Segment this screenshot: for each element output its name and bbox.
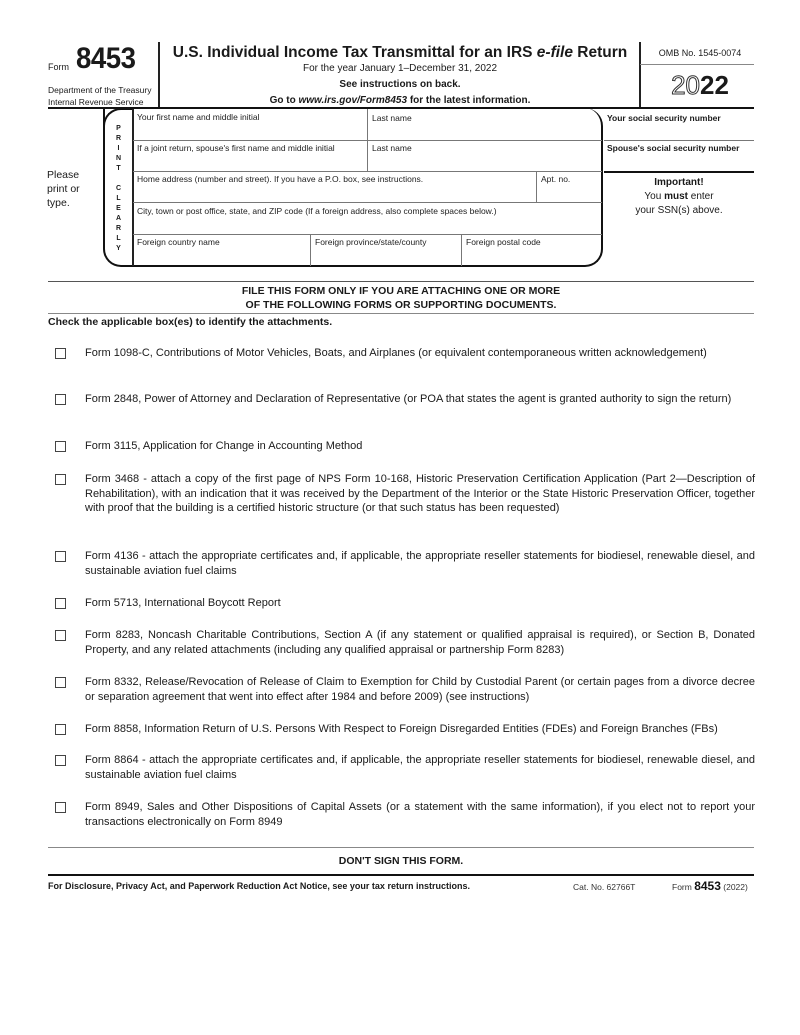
form-number: 8453: [76, 42, 136, 75]
spouse-first-name-label: If a joint return, spouse's first name and middle initial: [137, 143, 335, 153]
letter: A: [115, 215, 122, 222]
attachment-label: Form 3115, Application for Change in Accounting Method: [85, 440, 363, 452]
year-bold: 22: [700, 70, 729, 100]
checkbox-3115[interactable]: [55, 441, 66, 452]
letter: L: [116, 235, 121, 242]
checkbox-8332[interactable]: [55, 677, 66, 688]
header-divider-left: [158, 42, 160, 108]
attachment-item-3468: [55, 472, 755, 516]
attachment-item-1098c: [55, 346, 755, 361]
text: Form: [672, 882, 695, 892]
goto-prefix: Go to: [269, 95, 299, 106]
catalog-number: Cat. No. 62766T: [573, 882, 636, 892]
attachment-label: Form 8949, Sales and Other Dispositions of Capital Assets (or a statement with the same information), if you elect not to report your transactions electronically on Form 8949: [85, 801, 755, 828]
apt-no-label: Apt. no.: [541, 174, 571, 184]
checkbox-3468[interactable]: [55, 474, 66, 485]
footer-form-id: [672, 879, 748, 893]
header-divider-right: [639, 42, 641, 108]
checkbox-8949[interactable]: [55, 802, 66, 813]
check-instruction: Check the applicable box(es) to identify the attachments.: [48, 316, 333, 328]
checkbox-8283[interactable]: [55, 630, 66, 641]
city-state-zip-label: City, town or post office, state, and ZIP code (If a foreign address, also complete spaces below.): [137, 206, 497, 216]
goto-suffix: for the latest information.: [407, 95, 531, 106]
letter: R: [115, 135, 122, 142]
footer-rule-bold: [48, 874, 754, 876]
foreign-country-label: Foreign country name: [137, 237, 220, 247]
foreign-province-field[interactable]: [311, 235, 461, 265]
footer-rule: [48, 847, 754, 848]
year-outline: 20: [671, 70, 700, 100]
title-text: U.S. Individual Income Tax Transmittal for an IRS: [172, 44, 537, 61]
form-title: [170, 44, 630, 62]
attachment-item-4136: [55, 549, 755, 578]
foreign-postal-field[interactable]: [462, 235, 600, 265]
department-line2: Internal Revenue Service: [48, 97, 144, 107]
title-text-end: Return: [572, 44, 628, 61]
omb-divider: [640, 64, 754, 65]
attachment-label: Form 1098-C, Contributions of Motor Vehicles, Boats, and Airplanes (or equivalent contemporaneous written acknowledgement): [85, 347, 707, 359]
dont-sign-notice: DON'T SIGN THIS FORM.: [338, 855, 464, 867]
attachment-label: Form 8864 - attach the appropriate certificates and, if applicable, the appropriate reseller statements for biodiesel, renewable diesel, and sustainable aviation fuel claims: [85, 754, 755, 781]
important-line2: your SSN(s) above.: [635, 205, 723, 216]
text: (2022): [720, 882, 748, 892]
attachment-label: Form 4136 - attach the appropriate certificates and, if applicable, the appropriate reseller statements for biodiesel, renewable diesel, and sustainable aviation fuel claims: [85, 550, 755, 577]
checkbox-8858[interactable]: [55, 724, 66, 735]
attachment-item-8949: [55, 800, 755, 829]
footer-form-number: 8453: [694, 879, 721, 893]
attachment-item-8858: [55, 722, 755, 737]
attachment-label: Form 8858, Information Return of U.S. Persons With Respect to Foreign Disregarded Entities (FDEs) and Foreign Branches (FBs): [85, 723, 718, 735]
ssn-bottom-rule: [604, 171, 754, 173]
goto-line: [170, 95, 630, 106]
letter: T: [116, 165, 121, 172]
letter: Y: [116, 245, 121, 252]
text-bold: must: [664, 191, 688, 202]
please-line1: Please: [47, 169, 80, 181]
file-only-line2: OF THE FOLLOWING FORMS OR SUPPORTING DOCUMENTS.: [245, 299, 557, 311]
form-label: Form: [48, 62, 69, 72]
attachment-item-5713: [55, 596, 755, 611]
please-print-note: [47, 168, 80, 210]
letter: C: [115, 185, 122, 192]
checkbox-2848[interactable]: [55, 394, 66, 405]
file-only-line1: FILE THIS FORM ONLY IF YOU ARE ATTACHING ONE OR MORE: [241, 285, 561, 297]
tax-year: [645, 70, 755, 101]
important-title: Important!: [654, 177, 704, 188]
spouse-last-name-field[interactable]: [368, 141, 601, 171]
checkbox-8864[interactable]: [55, 755, 66, 766]
spouse-ssn-label: Spouse's social security number: [607, 143, 740, 153]
checkbox-4136[interactable]: [55, 551, 66, 562]
spouse-first-name-field[interactable]: [134, 141, 367, 171]
section-rule: [48, 281, 754, 282]
irs-url-link[interactable]: www.irs.gov/Form8453: [298, 95, 408, 106]
foreign-province-label: Foreign province/state/county: [315, 237, 427, 247]
text: enter: [687, 191, 714, 202]
attachment-item-3115: [55, 439, 755, 454]
attachment-item-8283: [55, 628, 755, 657]
ssn-field[interactable]: [605, 109, 754, 140]
attachment-item-8332: [55, 675, 755, 704]
letter: E: [116, 205, 121, 212]
city-state-zip-field[interactable]: [134, 203, 601, 233]
letter: L: [116, 195, 121, 202]
please-line3: type.: [47, 197, 70, 209]
last-name-field[interactable]: [368, 109, 601, 140]
home-address-field[interactable]: [134, 172, 535, 202]
first-name-label: Your first name and middle initial: [137, 112, 260, 122]
important-line1: [606, 190, 752, 204]
spouse-ssn-field[interactable]: [605, 141, 754, 171]
attachment-label: Form 8283, Noncash Charitable Contributions, Section A (if any statement or qualified appraisal is required), or Section B, Donated Property, and any related attachments (including any qualified appraisal or partnership Form 8283): [85, 629, 755, 656]
text: You: [644, 191, 665, 202]
print-clearly-label: [105, 124, 132, 254]
letter: N: [115, 155, 122, 162]
checkbox-5713[interactable]: [55, 598, 66, 609]
first-name-field[interactable]: [134, 109, 367, 140]
letter-gap: [105, 174, 132, 184]
checkbox-1098c[interactable]: [55, 348, 66, 359]
home-address-label: Home address (number and street). If you have a P.O. box, see instructions.: [137, 174, 424, 184]
apt-no-field[interactable]: [537, 172, 601, 202]
attachment-label: Form 5713, International Boycott Report: [85, 597, 281, 609]
privacy-notice: For Disclosure, Privacy Act, and Paperwork Reduction Act Notice, see your tax return instructions.: [48, 881, 470, 891]
important-note: [606, 176, 752, 218]
attachment-label: Form 3468 - attach a copy of the first page of NPS Form 10-168, Historic Preservation Certification Application (Part 2—Description of Rehabilitation), with an indication that it was received by the Department of the Interior or the State Historic Preservation Officer, together with proof that the building is a certified historic structure (or that such status has been requested): [85, 473, 755, 514]
section-rule: [48, 313, 754, 314]
file-only-notice: [48, 284, 754, 312]
spouse-last-name-label: Last name: [372, 143, 412, 153]
foreign-country-field[interactable]: [134, 235, 309, 265]
letter: R: [115, 225, 122, 232]
tax-year-line: For the year January 1–December 31, 2022: [303, 63, 497, 74]
department: [48, 84, 151, 108]
see-instructions: See instructions on back.: [339, 79, 461, 90]
last-name-label: Last name: [372, 113, 412, 123]
ssn-label: Your social security number: [607, 113, 721, 123]
title-efile: e-file: [536, 44, 573, 61]
attachment-item-2848: [55, 392, 755, 407]
letter: I: [117, 145, 120, 152]
department-line1: Department of the Treasury: [48, 85, 152, 95]
foreign-postal-label: Foreign postal code: [466, 237, 541, 247]
attachment-item-8864: [55, 753, 755, 782]
attachment-label: Form 8332, Release/Revocation of Release of Claim to Exemption for Child by Custodial Parent (or certain pages from a divorce decree or separation agreement that went into effect after 1984 and before 2009) (see instructions): [85, 676, 755, 703]
letter: P: [116, 125, 121, 132]
omb-number: OMB No. 1545-0074: [658, 48, 742, 58]
please-line2: print or: [47, 183, 80, 195]
attachment-label: Form 2848, Power of Attorney and Declaration of Representative (or POA that states the agent is granted authority to sign the return): [85, 393, 732, 405]
